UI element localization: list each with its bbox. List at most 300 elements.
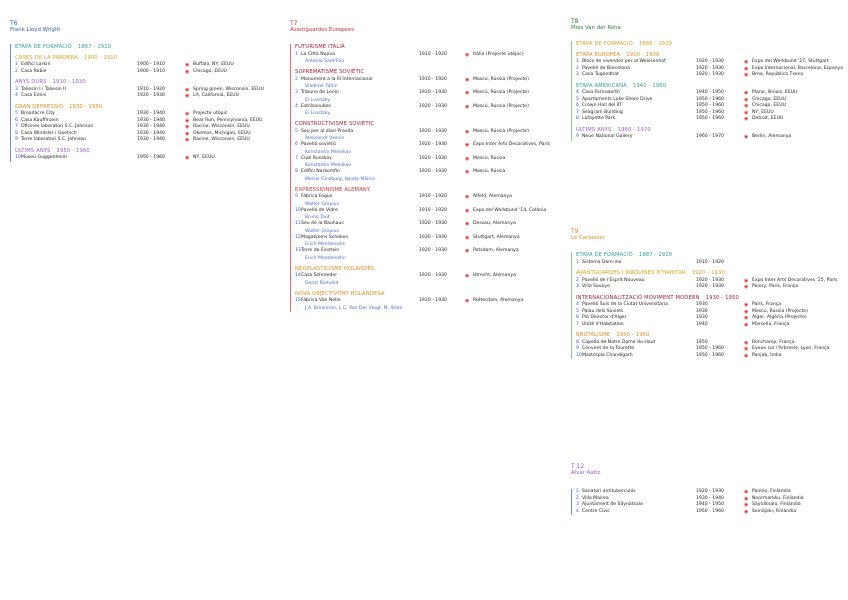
item-location: Moscú, Rússia (Projecte): [473, 90, 529, 95]
list-item: [295, 298, 558, 305]
t8-main-heading: ETAPA DE FORMACIÓ 1886 - 1920: [576, 41, 673, 47]
location-pin-icon: ◉: [744, 103, 749, 109]
item-years: 1920 - 1930: [137, 93, 165, 98]
section-label: ETAPA EUROPEA: [576, 51, 621, 58]
item-years: 1910 - 1920: [137, 86, 165, 92]
t7-column: [290, 20, 558, 312]
item-location: Panjab, Índia: [752, 352, 782, 358]
item-years: 1930 - 1940: [137, 137, 165, 142]
section-years: 1910 - 1930: [52, 79, 86, 85]
item-location: Spring green, Wisconsin, EEUU: [193, 86, 264, 92]
item-name: Neue National Gallery: [582, 134, 633, 139]
list-item: [295, 129, 558, 136]
item-number: 9: [295, 194, 298, 199]
item-location: Seinäjoki, Finlàndia: [752, 508, 797, 514]
list-item: [576, 134, 843, 141]
section-label: GRAN DEPRESSIÓ: [15, 103, 64, 110]
item-number: 7: [576, 321, 579, 327]
section-heading: [576, 52, 843, 59]
item-years: 1930 - 1940: [137, 111, 165, 116]
architect-name: Erich Mendelsohn: [305, 242, 346, 247]
item-years: 1910 - 1920: [419, 76, 447, 82]
list-item: [295, 169, 558, 176]
item-years: 1930: [696, 315, 708, 320]
t6-number: T6: [10, 20, 18, 27]
section-years: 1920 - 1930: [626, 51, 660, 58]
item-name: Magatzems Schoken: [301, 234, 349, 240]
list-item: [295, 156, 558, 163]
section-label: SUPREMATISME SOVIÈTIC: [295, 69, 365, 75]
item-location: Alger, Algèria (Projecte): [752, 315, 807, 320]
t8-number: T8: [571, 18, 579, 25]
item-location: Stuttgart, Alemanya: [473, 234, 520, 240]
section-label: ÚLTIMS ANYS: [15, 147, 51, 154]
item-location: Chicago, EEUU: [193, 68, 227, 74]
location-pin-icon: ◉: [185, 62, 190, 68]
item-name: Broadacre City: [21, 111, 55, 116]
item-name: Edifici Larkin: [21, 62, 51, 67]
item-name: Sanatori antituberculós: [582, 489, 636, 494]
section-years: 1960 - 1970: [617, 126, 651, 133]
section-years: 1900 - 1910: [83, 54, 118, 61]
list-item: [295, 90, 558, 97]
item-number: 1: [576, 489, 579, 494]
item-number: 9: [576, 134, 579, 139]
t7-title: Avantguardes Europees: [290, 27, 354, 33]
section-label: ANYS DURS: [15, 79, 47, 85]
item-years: 1920 - 1930: [696, 59, 724, 64]
list-item: [15, 93, 282, 100]
item-name: Casa Ennis: [21, 93, 47, 98]
item-number: 2: [15, 68, 18, 74]
location-pin-icon: ◉: [744, 508, 749, 515]
list-item: [576, 72, 843, 79]
location-pin-icon: ◉: [744, 277, 749, 284]
item-years: 1910 - 1920: [696, 259, 724, 265]
list-item: [295, 194, 558, 201]
location-pin-icon: ◉: [185, 130, 190, 137]
item-location: Dessau, Alemanya: [473, 221, 516, 226]
item-years: 1920 - 1930: [419, 273, 447, 278]
section-years: 1950 - 1960: [56, 147, 90, 154]
architect-name: Bruno Taut: [305, 215, 330, 220]
t6-sections: [15, 55, 282, 162]
location-pin-icon: ◉: [185, 86, 190, 93]
item-location: Chicago, EEUU: [752, 103, 786, 108]
location-pin-icon: ◉: [744, 134, 749, 140]
item-years: 1920 - 1930: [419, 142, 447, 147]
item-name: Apartaments Lake Shore Drive: [582, 96, 653, 102]
section-label: EXPRESSIONISME ALEMANY: [295, 186, 371, 193]
location-pin-icon: ◉: [744, 90, 749, 96]
item-location: Chicago, EEUU: [752, 96, 786, 102]
item-name: Lafayette Park: [582, 116, 616, 121]
item-location: Moscú, Rússia (Projecte): [473, 76, 529, 82]
location-pin-icon: ◉: [465, 273, 470, 279]
section-heading: [15, 55, 282, 62]
item-name: La Città Nuova: [301, 51, 335, 57]
item-years: 1950 - 1960: [696, 116, 724, 121]
location-pin-icon: ◉: [744, 116, 749, 122]
location-pin-icon: ◉: [744, 346, 749, 352]
item-years: 1910 - 1920: [419, 194, 447, 199]
section-heading: [576, 332, 843, 339]
architect-name: Gerrit Rietveld: [305, 280, 339, 286]
item-location: Alfeld, Alemanya: [473, 194, 512, 199]
item-years: 1910 - 1920: [419, 51, 447, 57]
item-name: Club Rusakov: [301, 155, 332, 161]
location-pin-icon: ◉: [744, 72, 749, 78]
t8-column: [571, 18, 843, 141]
item-years: 1920 - 1930: [419, 155, 447, 161]
item-name: Convent de la Tourette: [582, 346, 635, 351]
location-pin-icon: ◉: [465, 90, 470, 96]
item-number: 3: [295, 90, 298, 95]
item-number: 1: [576, 59, 579, 64]
item-number: 2: [576, 277, 579, 283]
t9-frame: [571, 252, 843, 359]
item-number: 10: [295, 207, 301, 213]
item-years: 1940: [696, 321, 708, 327]
item-name: Casa Windsler i Goetsch: [21, 130, 77, 136]
architect-name: Moisei Ginzburg, Ignaty Milinis: [305, 176, 375, 182]
location-pin-icon: ◉: [744, 302, 749, 308]
section-heading: [295, 44, 558, 51]
item-number: 5: [576, 96, 579, 102]
location-pin-icon: ◉: [185, 155, 190, 161]
item-location: Racine, Wisconsin, EEUU: [193, 137, 250, 142]
list-item: [295, 104, 558, 111]
item-location: Buffalo, NY, EEUU: [193, 62, 234, 67]
item-number: 6: [15, 117, 18, 123]
item-name: Casa Tugendhat: [582, 72, 619, 77]
item-number: 11: [295, 221, 301, 226]
section-label: NOVA OBJECTIVITAT HOLANDESA: [295, 290, 385, 297]
list-item: [295, 52, 558, 59]
t12-items: [571, 489, 843, 515]
section-label: CASES DE LA PRADERA: [15, 54, 78, 61]
location-pin-icon: ◉: [744, 315, 749, 321]
list-item: [576, 509, 843, 516]
item-name: Ajuntament de Säynätsalo: [582, 502, 643, 507]
section-heading: [295, 121, 558, 128]
item-years: 1950 - 1960: [137, 155, 165, 160]
item-number: 1: [576, 259, 579, 265]
location-pin-icon: ◉: [465, 234, 470, 241]
location-pin-icon: ◉: [744, 308, 749, 315]
t9-sections: [576, 270, 843, 359]
section-years: 1940 - 1960: [632, 82, 667, 89]
location-pin-icon: ◉: [465, 248, 470, 254]
location-pin-icon: ◉: [465, 298, 470, 304]
t12-number: T 12: [571, 463, 585, 470]
item-name: Seagram Building: [582, 109, 623, 115]
section-heading: [576, 295, 843, 302]
item-location: Berlín, Alemanya: [752, 134, 792, 139]
item-name: Pavelló de Barcelona: [582, 65, 630, 71]
section-label: BRUTALISME: [576, 332, 611, 338]
item-location: Moscú, Rússia (Projecte): [473, 128, 529, 134]
t6-column: [10, 20, 282, 162]
section-label: ÚLTIMS ANYS: [576, 126, 612, 133]
item-number: 2: [576, 65, 579, 71]
section-label: FUTURISME ITALIÀ: [295, 44, 345, 50]
item-name: Centre Cívic: [582, 508, 610, 514]
item-name: Masterpla Chandigarh: [582, 352, 633, 358]
item-location: Detroit, EEUU: [752, 116, 784, 121]
item-name: Pla Director d'Alger: [582, 315, 627, 320]
item-location: LA, California, EEUU: [193, 93, 239, 98]
item-years: 1920 - 1930: [696, 284, 724, 289]
item-number: 10: [576, 352, 582, 358]
item-location: Itàlia (Projecte utòpic): [473, 51, 524, 57]
item-name: Torre de Einstein: [301, 248, 340, 253]
item-number: 9: [576, 346, 579, 351]
item-location: Okemos, Michigan, EEUU: [193, 130, 251, 136]
item-location: Racine, Wisconsin, EEUU: [193, 124, 250, 129]
location-pin-icon: ◉: [465, 51, 470, 58]
item-years: 1920 - 1930: [419, 248, 447, 253]
item-years: 1920 - 1930: [419, 90, 447, 95]
t8-title: Mies Van der Rohe: [571, 25, 621, 31]
architect-name: J.A. Brinkman, L.C. Van Der Vlugt, M. Stam: [305, 305, 403, 311]
item-location: Paimio, Finlàndia: [752, 489, 791, 494]
item-number: 6: [295, 142, 298, 147]
section-heading: [576, 127, 843, 134]
t6-frame: [10, 44, 282, 162]
item-name: Fàbrica Fagus: [301, 194, 333, 199]
section-heading: [295, 187, 558, 194]
location-pin-icon: ◉: [465, 221, 470, 227]
list-item: [295, 221, 558, 228]
location-pin-icon: ◉: [744, 59, 749, 65]
item-years: 1940 - 1950: [696, 502, 724, 507]
location-pin-icon: ◉: [465, 207, 470, 214]
item-number: 2: [576, 495, 579, 501]
item-number: 15: [295, 298, 301, 303]
location-pin-icon: ◉: [465, 142, 470, 148]
list-item: [295, 248, 558, 255]
location-pin-icon: ◉: [744, 489, 749, 495]
item-years: 1910 - 1920: [419, 207, 447, 213]
item-years: 1930 - 1940: [137, 117, 165, 123]
item-name: Estribanubes: [301, 103, 331, 109]
item-number: 7: [576, 109, 579, 115]
item-number: 6: [576, 103, 579, 108]
item-number: 5: [295, 128, 298, 134]
location-pin-icon: ◉: [465, 128, 470, 135]
list-item: [576, 284, 843, 291]
section-heading: [295, 69, 558, 76]
item-years: 1950 - 1960: [696, 103, 724, 108]
architect-name: El Lissitzky: [305, 111, 330, 116]
location-pin-icon: ◉: [465, 194, 470, 200]
item-years: 1920 - 1930: [696, 277, 724, 283]
item-years: 1920 - 1930: [696, 489, 724, 494]
architect-name: Walter Gropius: [305, 201, 339, 207]
item-number: 7: [295, 155, 298, 161]
item-location: Ronchamp, França: [752, 339, 795, 345]
item-years: 1950 - 1960: [696, 109, 724, 115]
item-number: 8: [15, 130, 18, 136]
item-years: 1950: [696, 339, 708, 345]
item-number: 13: [295, 248, 301, 253]
item-name: Seu per al diari Pravda: [301, 128, 354, 134]
location-pin-icon: ◉: [185, 68, 190, 75]
item-location: Noormarkku, Finlàndia: [752, 495, 804, 501]
section-years: 1950 - 1960: [616, 332, 650, 338]
section-heading: [295, 291, 558, 298]
item-location: Expo Inter Arts Decoratives, París: [473, 142, 551, 147]
list-item: [295, 235, 558, 242]
item-number: 3: [576, 284, 579, 289]
item-years: 1920 - 1930: [419, 221, 447, 226]
t9-number: T9: [571, 228, 579, 235]
item-years: 1920 - 1930: [696, 72, 724, 77]
item-number: 2: [295, 76, 298, 82]
architect-name: Aleksandr Vesnin: [305, 136, 345, 141]
item-number: 10: [15, 155, 21, 160]
list-item: [576, 260, 843, 267]
section-heading: [15, 104, 282, 111]
item-number: 3: [576, 502, 579, 507]
item-name: Fàbrica Van Nelle: [301, 298, 341, 303]
item-name: Taliesin I i Taliesin II: [21, 86, 66, 92]
item-years: 1920 - 1930: [419, 298, 447, 303]
item-name: Oficines laboratori S.C. Johnson: [21, 124, 94, 129]
list-item: [295, 273, 558, 280]
architect-name: Konstantin Melnikov: [305, 163, 352, 168]
location-pin-icon: ◉: [185, 137, 190, 143]
item-name: Capella de Notre Dame du Haut: [582, 339, 656, 345]
item-years: 1930 - 1940: [137, 130, 165, 136]
section-heading: [576, 83, 843, 90]
item-number: 14: [295, 273, 301, 278]
item-number: 4: [15, 93, 18, 98]
location-pin-icon: ◉: [465, 103, 470, 110]
item-years: 1930: [696, 302, 708, 307]
item-number: 8: [576, 116, 579, 121]
item-location: Utrecht, Alemanya: [473, 273, 516, 278]
t9-main-heading: ETAPA DE FORMACIÓ 1887 - 1920: [576, 252, 673, 258]
location-pin-icon: ◉: [744, 502, 749, 508]
list-item: [576, 322, 843, 329]
location-pin-icon: ◉: [185, 111, 190, 117]
item-name: Tribuna de Lenin: [301, 90, 339, 95]
list-item: [576, 116, 843, 123]
location-pin-icon: ◉: [744, 96, 749, 103]
item-location: Potsdam, Alemanya: [473, 248, 519, 253]
item-name: Casa Schroeder: [301, 273, 338, 278]
t8-sections: [576, 52, 843, 141]
architect-name: Erich Mendelsohn: [305, 255, 346, 261]
list-item: [295, 77, 558, 84]
section-heading: [15, 148, 282, 155]
item-years: 1930: [696, 308, 708, 314]
item-location: Rotterdam, Alemanya: [473, 298, 524, 303]
location-pin-icon: ◉: [185, 117, 190, 124]
item-location: NY, EEUU: [752, 109, 774, 115]
section-heading: [295, 266, 558, 273]
location-pin-icon: ◉: [744, 352, 749, 359]
item-number: 5: [576, 308, 579, 314]
item-name: Unité d'Habitation: [582, 321, 624, 327]
list-item: [15, 155, 282, 162]
list-item: [295, 208, 558, 215]
item-number: 4: [576, 302, 579, 307]
item-name: Casa Farnsworth: [582, 90, 621, 95]
location-pin-icon: ◉: [744, 339, 749, 346]
section-label: AVANTGUARDES I MÀQUINES D'HABITAR: [576, 270, 686, 276]
item-name: Villa Savoye: [582, 284, 610, 289]
item-number: 3: [15, 86, 18, 92]
item-location: Expo del Werkbund '14, Colònia: [473, 207, 547, 213]
item-years: 1950 - 1960: [696, 352, 724, 358]
architect-name: Walter Gropius: [305, 228, 339, 234]
item-location: Projecte utòpic: [193, 111, 228, 116]
item-location: Brno, República Txeca: [752, 72, 804, 77]
item-name: Edifici Narkomfin: [301, 169, 340, 174]
section-years: 1930 - 1950: [69, 103, 103, 110]
item-name: Casa Robie: [21, 68, 47, 74]
item-location: Poissy, París, França: [752, 284, 799, 289]
item-name: Pavelló de Vidre: [301, 207, 338, 213]
t12-title: Alvar Aalto: [571, 470, 601, 476]
item-number: 4: [295, 103, 298, 109]
location-pin-icon: ◉: [465, 76, 470, 83]
item-location: Plano, Illinois, EEUU: [752, 90, 798, 95]
t9-column: [571, 228, 843, 359]
list-item: [15, 137, 282, 144]
location-pin-icon: ◉: [465, 155, 470, 162]
section-years: 1920 - 1930: [691, 270, 725, 276]
item-number: 5: [15, 111, 18, 116]
item-location: NY, EEUU: [193, 155, 215, 160]
item-years: 1920 - 1930: [419, 234, 447, 240]
item-number: 9: [15, 137, 18, 142]
item-location: Säynätsalo, Finlàndia: [752, 502, 801, 507]
architect-name: Antonio Sant'Elia: [305, 59, 345, 64]
item-name: Torre laboratori S.C. Johnson: [21, 137, 87, 142]
section-years: 1930 - 1950: [705, 294, 739, 301]
section-heading: [15, 79, 282, 86]
section-label: NEOPLASTICISME HOLANDÈS: [295, 265, 375, 272]
item-name: Pavelló de l'Esprit Nouveau: [582, 277, 645, 283]
architect-name: Vladimir Tatlin: [305, 84, 338, 89]
item-number: 8: [576, 339, 579, 345]
item-years: 1930 - 1940: [696, 495, 724, 501]
item-name: Villa Mairea: [582, 495, 609, 501]
item-years: 1920 - 1930: [696, 65, 724, 71]
item-location: Expo Inter Arts Decoratives '25, París: [752, 277, 838, 283]
architect-name: Konstantin Melnikov: [305, 149, 352, 155]
item-location: Marsella, França: [752, 321, 790, 327]
item-name: Casa Kauffmann: [21, 117, 59, 123]
item-name: Seu de la Bauhaus: [301, 221, 344, 226]
location-pin-icon: ◉: [744, 321, 749, 328]
item-years: 1940 - 1950: [696, 90, 724, 95]
item-location: Moscú, Rússia (Projecte): [752, 308, 808, 314]
location-pin-icon: ◉: [744, 495, 749, 502]
item-number: 4: [576, 508, 579, 514]
item-location: Bear Run, Pennsylvania, EEUU: [193, 117, 263, 123]
item-years: 1920 - 1930: [419, 169, 447, 174]
item-location: Moscú, Rússia (Projecte): [473, 103, 529, 109]
item-name: Pavelló Suís de la Ciutat Universitària: [582, 302, 668, 307]
item-location: París, França: [752, 302, 782, 307]
item-years: 1930 - 1940: [137, 124, 165, 129]
location-pin-icon: ◉: [744, 109, 749, 116]
